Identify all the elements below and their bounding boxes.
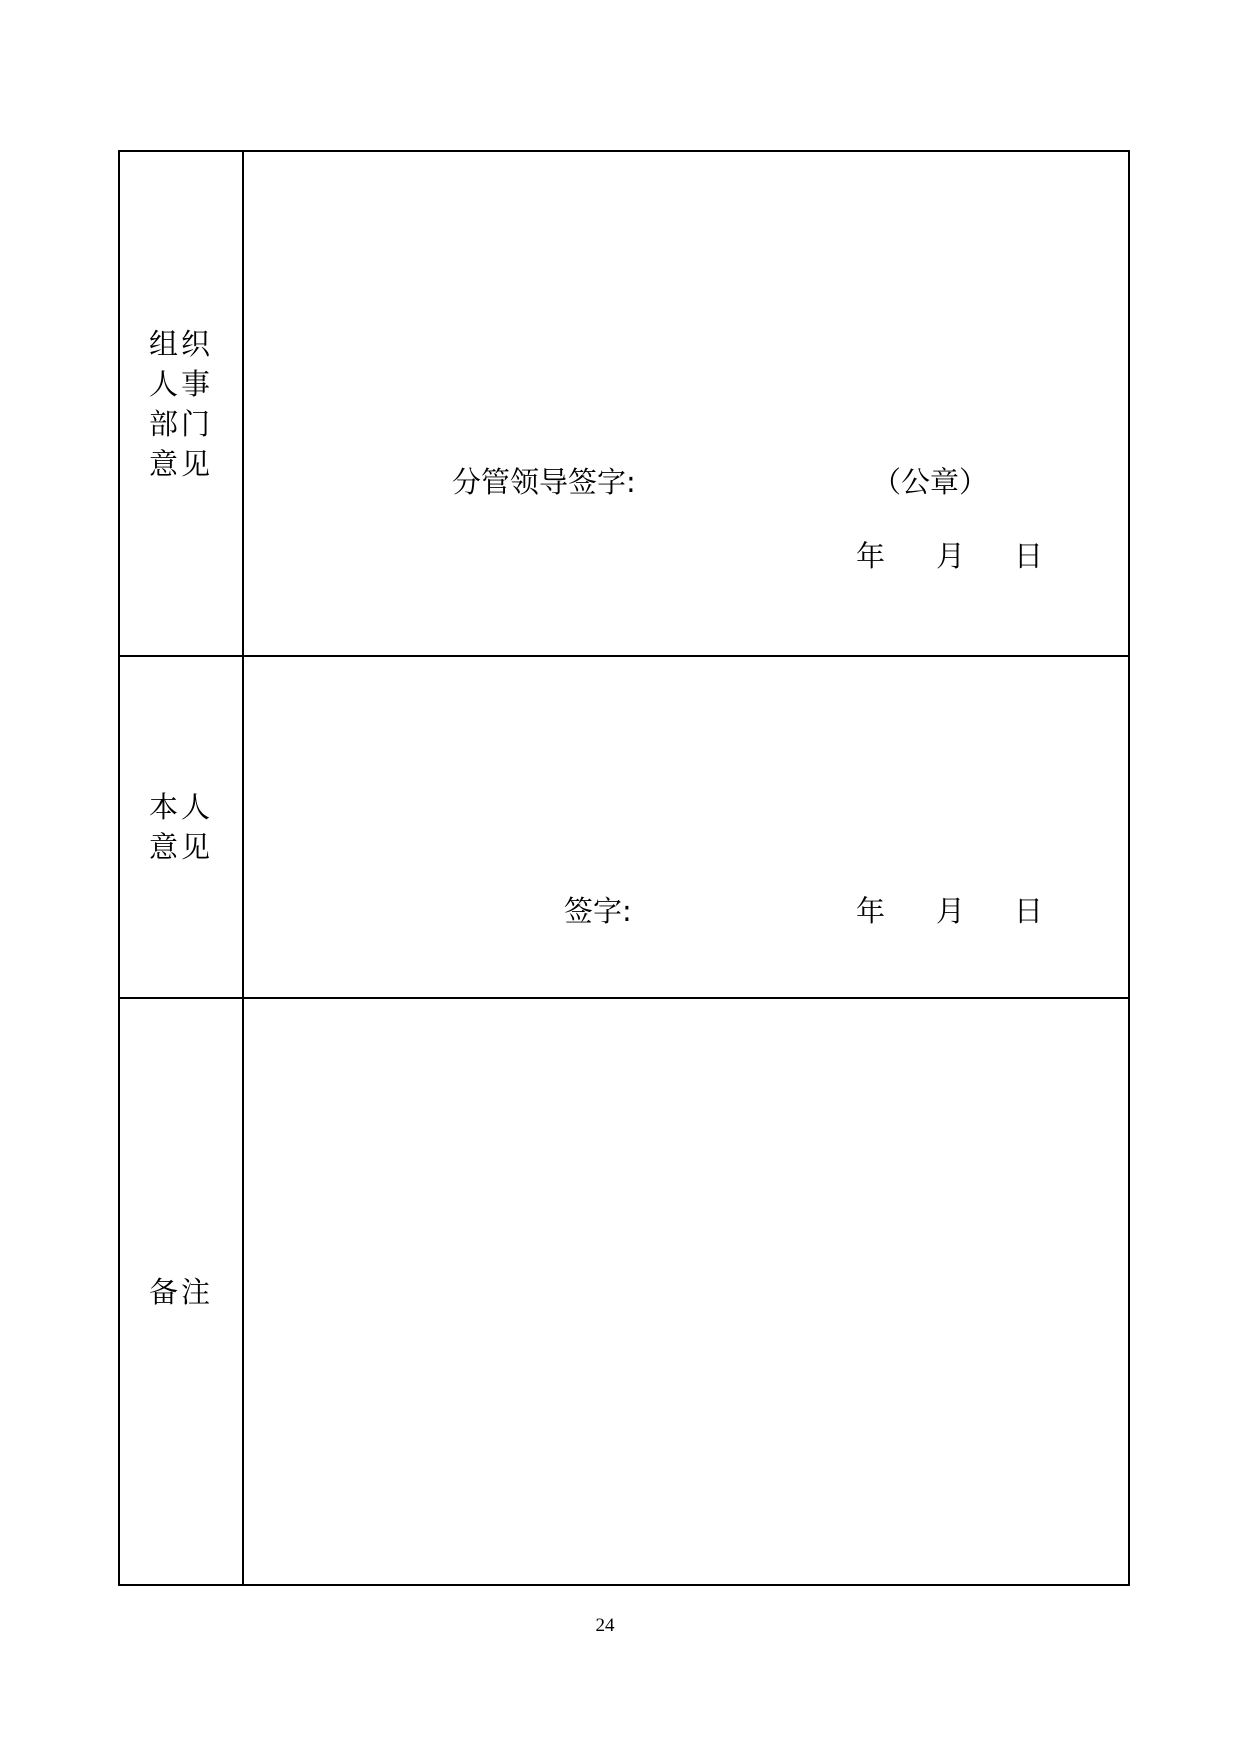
- opinion-form-table: [118, 150, 1130, 1586]
- self-label-line-2: 意见: [148, 830, 213, 864]
- org-opinion-label-cell: [120, 152, 244, 655]
- org-date-month: 月: [936, 539, 966, 573]
- org-date-year: 年: [856, 539, 886, 573]
- org-opinion-row: [120, 152, 1128, 657]
- org-opinion-label: [149, 324, 213, 484]
- self-date-month: 月: [936, 894, 966, 928]
- self-date-day: 日: [1014, 894, 1044, 928]
- self-label-line-1: 本人: [148, 790, 213, 824]
- self-opinion-row: [120, 657, 1128, 999]
- org-label-line-2: 人事: [148, 366, 213, 401]
- self-sign-label: 签字:: [564, 894, 632, 928]
- remark-label-cell: [120, 999, 244, 1584]
- org-label-line-4: 意见: [148, 446, 213, 481]
- remark-content-cell[interactable]: [244, 999, 1128, 1584]
- self-opinion-content-cell[interactable]: [244, 657, 1128, 997]
- remark-row: [120, 999, 1128, 1584]
- remark-label: 备注: [148, 1274, 213, 1309]
- self-opinion-label-cell: [120, 657, 244, 997]
- self-opinion-label: [149, 787, 213, 867]
- org-date-day: 日: [1014, 539, 1044, 573]
- org-opinion-content-cell[interactable]: [244, 152, 1128, 655]
- org-label-line-1: 组织: [148, 326, 213, 361]
- remark-label-wrapper: [149, 1272, 213, 1312]
- org-label-line-3: 部门: [148, 406, 213, 441]
- leader-sign-label: 分管领导签字:: [452, 465, 636, 499]
- self-date-year: 年: [856, 894, 886, 928]
- page-number: 24: [595, 1615, 615, 1636]
- official-seal-label: （公章）: [872, 465, 989, 499]
